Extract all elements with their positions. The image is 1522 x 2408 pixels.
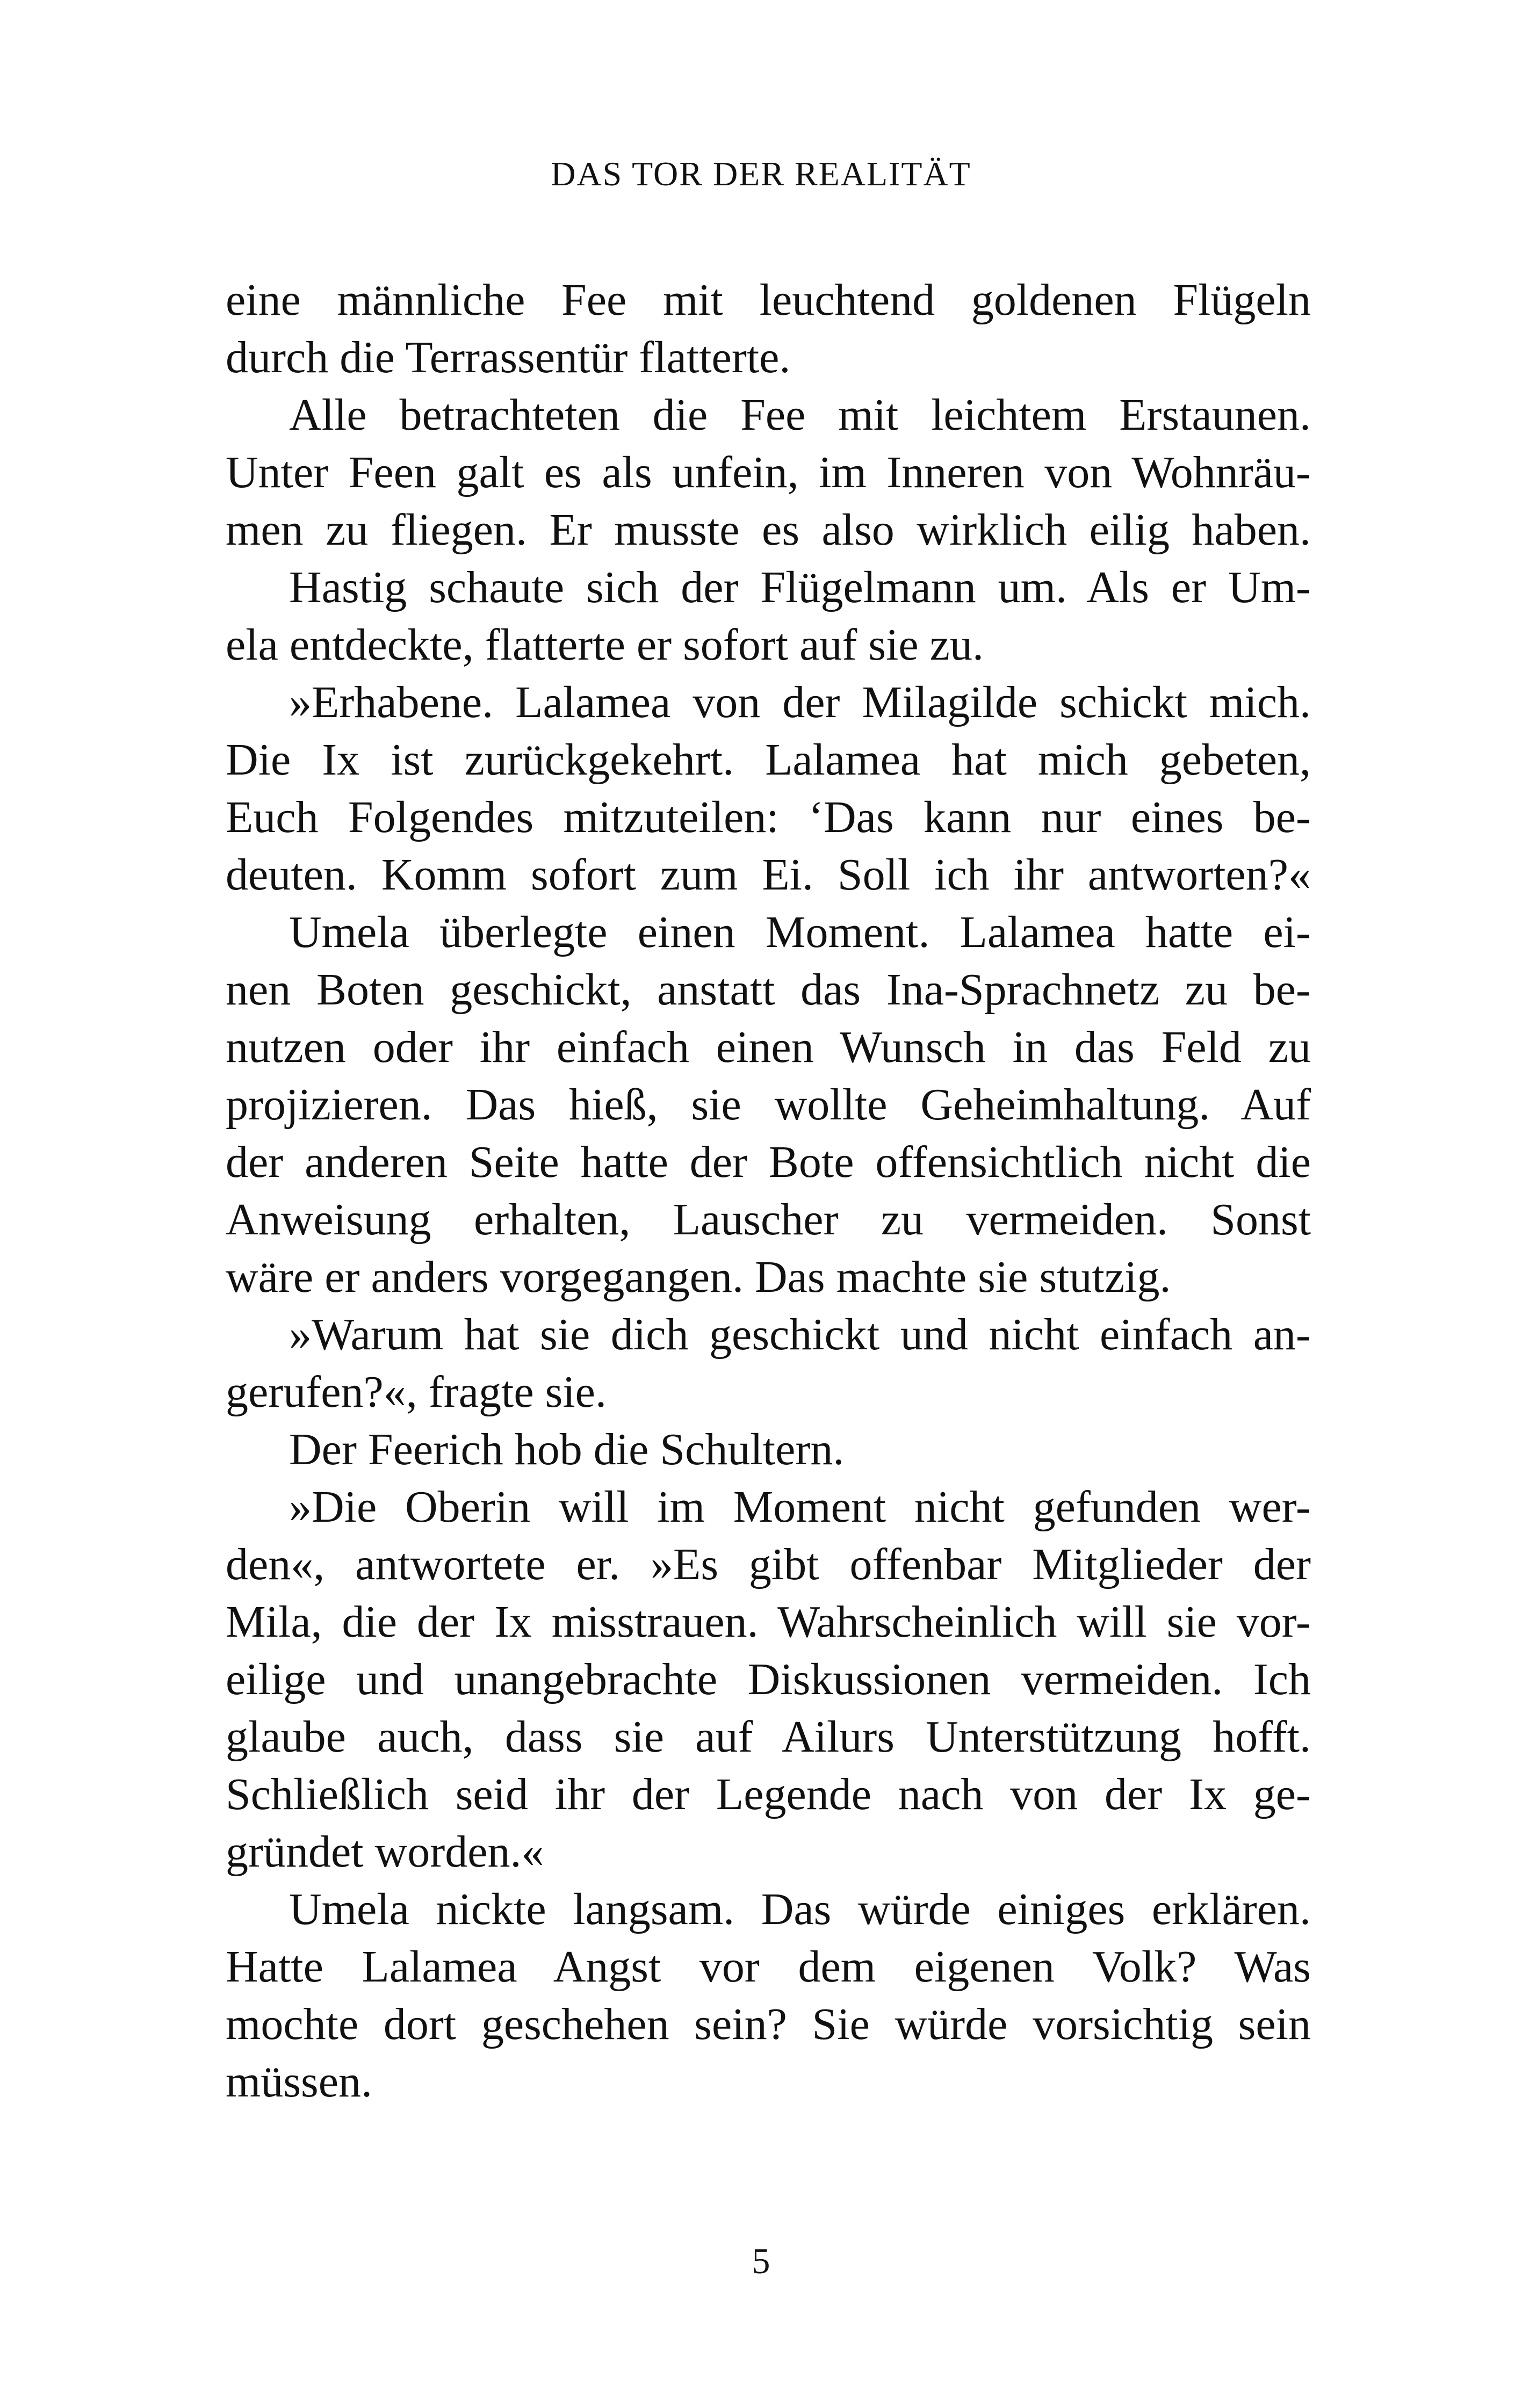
text-line: durch die Terrassentür flatterte.	[226, 332, 791, 382]
text-line: Alle betrachteten die Fee mit leichtem Erstaunen.	[289, 390, 1311, 440]
text-line: gründet worden.«	[226, 1827, 544, 1877]
text-line: deuten. Komm sofort zum Ei. Soll ich ihr antworten?«	[226, 850, 1311, 900]
body-text	[226, 271, 1311, 2110]
text-line: ela entdeckte, flatterte er sofort auf sie zu.	[226, 620, 984, 670]
page-number: 5	[752, 2240, 770, 2281]
text-line: Euch Folgendes mitzuteilen: ‘Das kann nur eines be-	[226, 792, 1311, 842]
text-line: projizieren. Das hieß, sie wollte Geheimhaltung. Auf	[226, 1080, 1311, 1130]
text-line: glaube auch, dass sie auf Ailurs Unterstützung hofft.	[226, 1712, 1311, 1762]
text-line: men zu fliegen. Er musste es also wirklich eilig haben.	[226, 505, 1311, 555]
text-line: Anweisung erhalten, Lauscher zu vermeiden. Sonst	[226, 1195, 1311, 1245]
text-line: nen Boten geschickt, anstatt das Ina-Sprachnetz zu be-	[226, 965, 1311, 1015]
text-line: Hatte Lalamea Angst vor dem eigenen Volk? Was	[226, 1942, 1311, 1992]
text-line: müssen.	[226, 2057, 372, 2107]
text-line: Mila, die der Ix misstrauen. Wahrscheinlich will sie vor-	[226, 1597, 1311, 1647]
running-title: DAS TOR DER REALITÄT	[551, 155, 971, 193]
text-line: Umela überlegte einen Moment. Lalamea hatte ei-	[289, 907, 1311, 957]
text-line: »Warum hat sie dich geschickt und nicht einfach an-	[289, 1310, 1311, 1360]
text-line: Der Feerich hob die Schultern.	[289, 1424, 845, 1474]
text-line: Schließlich seid ihr der Legende nach von der Ix ge-	[226, 1769, 1311, 1819]
text-line: Unter Feen galt es als unfein, im Inneren von Wohnräu-	[226, 447, 1311, 497]
text-line: Die Ix ist zurückgekehrt. Lalamea hat mich gebeten,	[226, 735, 1311, 785]
text-line: der anderen Seite hatte der Bote offensichtlich nicht die	[226, 1137, 1311, 1187]
text-line: Hastig schaute sich der Flügelmann um. Als er Um-	[289, 562, 1311, 612]
text-line: wäre er anders vorgegangen. Das machte sie stutzig.	[226, 1252, 1171, 1302]
text-line: eine männliche Fee mit leuchtend goldenen Flügeln	[226, 275, 1311, 325]
text-line: nutzen oder ihr einfach einen Wunsch in das Feld zu	[226, 1022, 1311, 1072]
text-line: »Erhabene. Lalamea von der Milagilde schickt mich.	[289, 677, 1311, 727]
text-line: »Die Oberin will im Moment nicht gefunden wer-	[289, 1482, 1311, 1532]
text-line: mochte dort geschehen sein? Sie würde vorsichtig sein	[226, 1999, 1311, 2049]
text-line: eilige und unangebrachte Diskussionen vermeiden. Ich	[226, 1654, 1311, 1704]
text-line: gerufen?«, fragte sie.	[226, 1367, 607, 1417]
text-line: Umela nickte langsam. Das würde einiges erklären.	[289, 1884, 1311, 1934]
text-line: den«, antwortete er. »Es gibt offenbar Mitglieder der	[226, 1539, 1311, 1589]
